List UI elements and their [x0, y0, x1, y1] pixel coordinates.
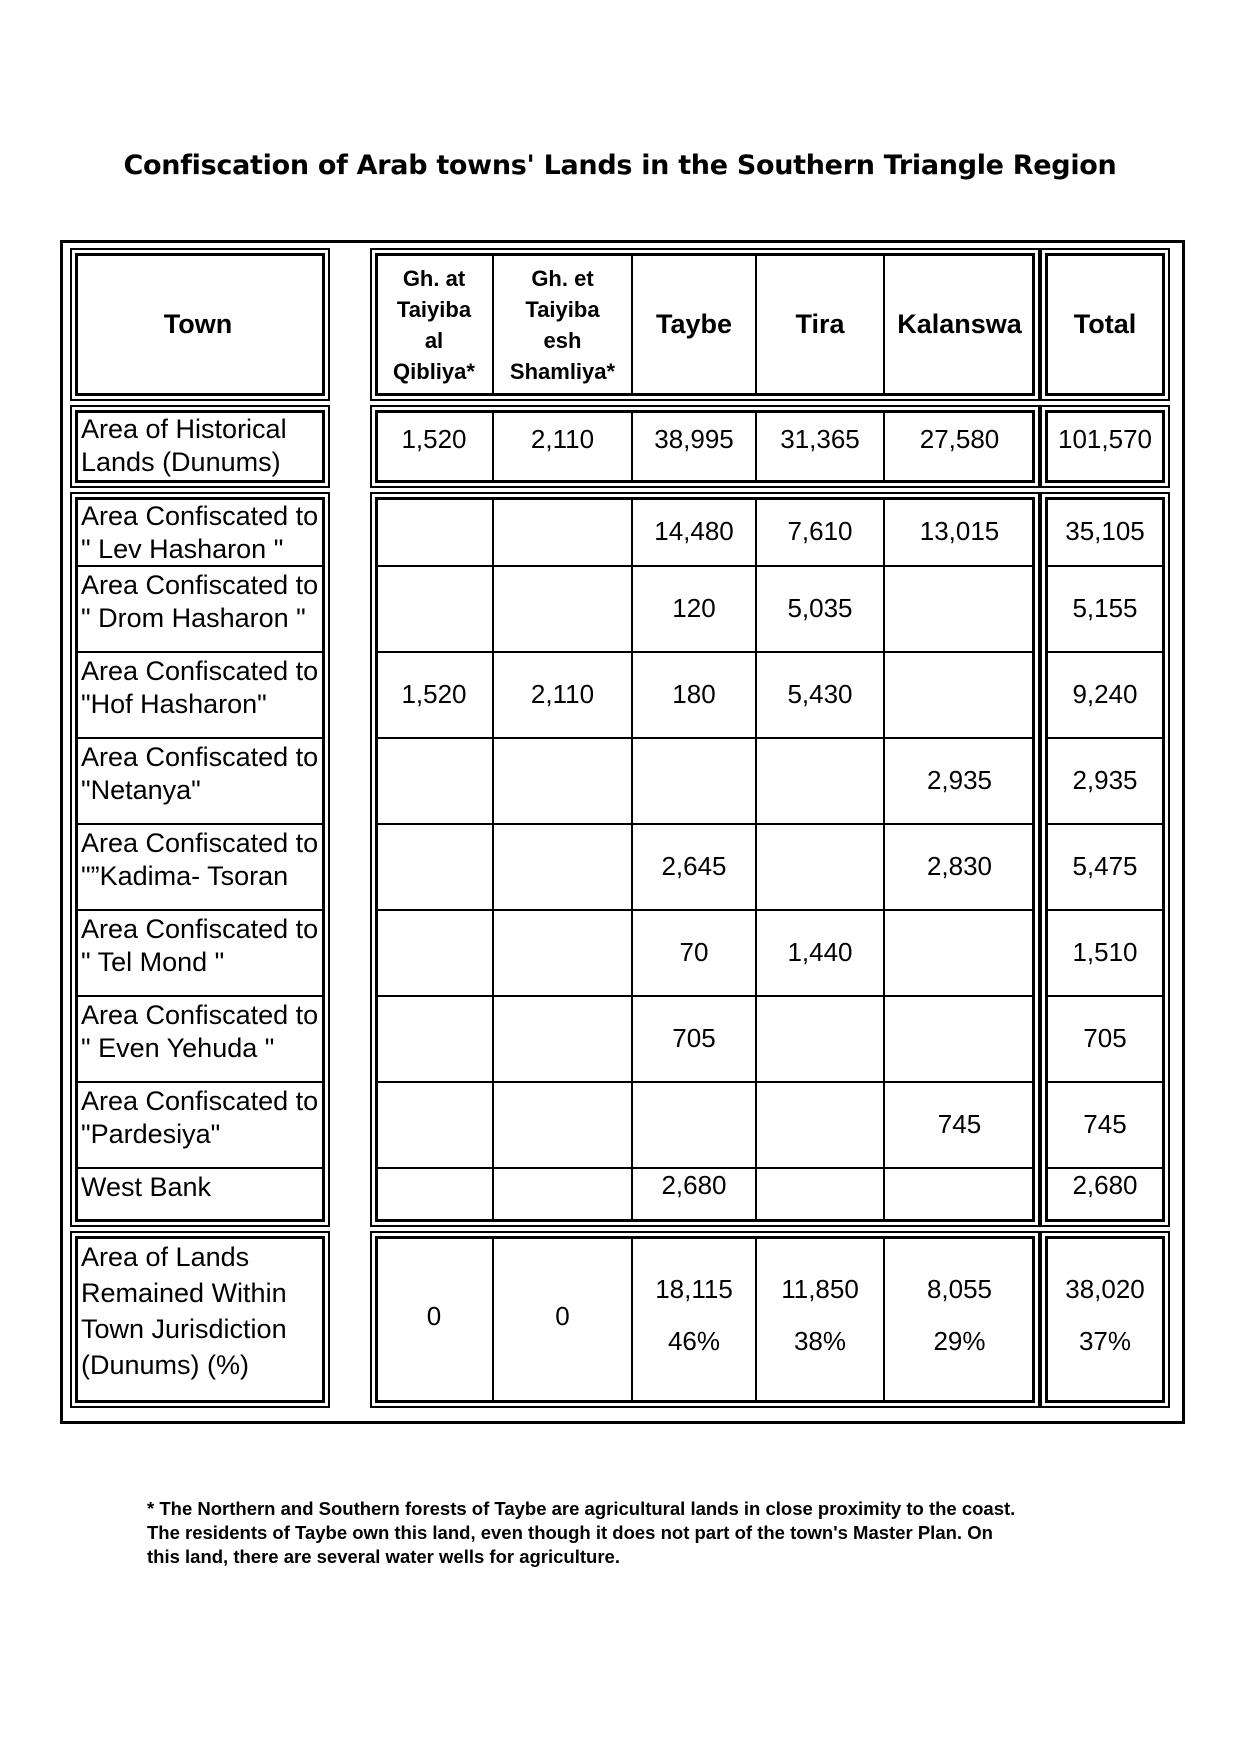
historical-row-total: 101,570: [1058, 424, 1152, 454]
confiscated-row-value: 180: [672, 679, 716, 709]
confiscated-row-value: [756, 1109, 884, 1141]
confiscated-row-value: [375, 593, 493, 625]
confiscated-row-label-line: "Netanya": [81, 775, 201, 805]
confiscated-row-value: 13,015: [919, 516, 1000, 546]
historical-row-value: 31,365: [780, 424, 860, 454]
confiscated-row-value: [756, 1023, 884, 1055]
confiscated-row-value: [632, 1109, 756, 1141]
historical-row-label-line: Area of Historical: [81, 414, 287, 444]
header-gh-qibliya-line: Taiyiba: [396, 296, 472, 322]
row-separator: [75, 909, 325, 911]
confiscated-row-value: [632, 765, 756, 797]
header-kalanswa: [884, 253, 1035, 396]
remained-percent: 46%: [667, 1326, 721, 1356]
row-separator: [375, 909, 1035, 911]
column-separator: [755, 1236, 757, 1403]
confiscated-row-value: [884, 679, 1035, 711]
confiscated-row-value: 7,610: [787, 516, 853, 546]
confiscated-row-value: 1,520: [401, 679, 467, 709]
confiscated-row-label-line: "Hof Hasharon": [81, 689, 267, 719]
confiscated-row-label: [77, 1085, 319, 1167]
confiscated-row-label-line: " Lev Hasharon ": [81, 534, 284, 564]
footnote-line: * The Northern and Southern forests of Taybe are agricultural lands in close proximity to the coast.: [147, 1498, 1016, 1519]
header-gh-qibliya: [375, 253, 493, 396]
confiscated-row-value: [493, 851, 632, 883]
footnote-line: this land, there are several water wells for agriculture.: [147, 1546, 620, 1567]
confiscated-row-total: 35,105: [1065, 516, 1145, 546]
header-town-text: Town: [163, 309, 233, 339]
row-separator: [1045, 995, 1165, 997]
header-gh-qibliya-line: al: [424, 327, 444, 353]
remained-amount: 0: [426, 1301, 442, 1331]
remained-row-label-line: Town Jurisdiction: [81, 1314, 287, 1344]
remained-amount: 18,115: [655, 1274, 733, 1304]
confiscated-row-label-line: "”Kadima- Tsoran: [81, 861, 289, 891]
confiscated-row-value: 2,645: [661, 851, 727, 881]
remained-amount: 11,850: [781, 1274, 859, 1304]
document-title: Confiscation of Arab towns' Lands in the Southern Triangle Region: [123, 150, 1117, 181]
confiscated-row-value: 2,680: [661, 1170, 727, 1200]
remained-row-label-line: Remained Within: [81, 1278, 287, 1308]
confiscated-row-value: [884, 937, 1035, 969]
footnote-line: The residents of Taybe own this land, even though it does not part of the town's Master Plan. On: [147, 1522, 993, 1543]
confiscated-row-label-line: Area Confiscated to: [81, 570, 319, 600]
header-gh-shamliya-line: Gh. et: [531, 265, 594, 291]
confiscated-row-value: [493, 516, 632, 548]
confiscated-row-value: [756, 765, 884, 797]
confiscated-row-value: [375, 1109, 493, 1141]
confiscated-row-value: [884, 1023, 1035, 1055]
confiscated-row-value: [375, 1170, 493, 1202]
remained-row-label-line: Area of Lands: [81, 1242, 250, 1272]
historical-row-value: 38,995: [654, 424, 734, 454]
confiscated-row-label-line: Area Confiscated to: [81, 828, 319, 858]
historical-row-value: 2,110: [530, 424, 595, 454]
row-separator: [1045, 1081, 1165, 1083]
confiscated-row-value: 705: [672, 1023, 716, 1053]
row-separator: [375, 651, 1035, 653]
confiscated-row-total: 9,240: [1072, 679, 1138, 709]
confiscated-row-value: 2,110: [530, 679, 595, 709]
footnote: [147, 1497, 1107, 1569]
header-kalanswa-text: Kalanswa: [897, 309, 1022, 339]
confiscated-row-label-line: " Tel Mond ": [81, 947, 225, 977]
row-separator: [75, 995, 325, 997]
row-separator: [75, 1167, 325, 1169]
confiscated-row-label-line: Area Confiscated to: [81, 914, 319, 944]
confiscated-row-total: 2,680: [1072, 1170, 1138, 1200]
confiscated-row-total: 5,475: [1072, 851, 1138, 881]
confiscated-row-label: [77, 741, 319, 823]
row-separator: [75, 651, 325, 653]
confiscated-row-label-line: Area Confiscated to: [81, 501, 319, 531]
confiscated-row-label: [77, 655, 319, 737]
row-separator: [375, 1167, 1035, 1169]
confiscated-row-value: [493, 765, 632, 797]
header-gh-shamliya-line: esh: [543, 327, 582, 353]
confiscated-row-label: [77, 827, 319, 909]
confiscated-row-label-line: Area Confiscated to: [81, 742, 319, 772]
confiscated-row-value: [884, 1170, 1035, 1202]
confiscated-row-value: 745: [937, 1109, 982, 1139]
remained-total-percent: 37%: [1078, 1326, 1132, 1356]
header-gh-shamliya: [493, 253, 632, 396]
confiscated-row-label: [77, 999, 319, 1081]
confiscated-row-total: 5,155: [1072, 593, 1138, 623]
confiscated-row-label-line: " Even Yehuda ": [81, 1033, 275, 1063]
header-gh-shamliya-line: Taiyiba: [525, 296, 600, 322]
remained-total-amount: 38,020: [1065, 1274, 1145, 1304]
remained-amount: 0: [555, 1301, 570, 1331]
row-separator: [75, 1081, 325, 1083]
confiscated-row-label-line: Area Confiscated to: [81, 1086, 319, 1116]
confiscated-row-label: [77, 500, 319, 565]
header-taybe-text: Taybe: [655, 309, 733, 339]
confiscated-row-value: [375, 937, 493, 969]
header-town: [75, 253, 321, 396]
historical-row-label: [77, 413, 319, 482]
header-gh-qibliya-line: Qibliya*: [393, 358, 475, 384]
confiscated-row-value: [493, 1170, 632, 1202]
confiscated-row-value: [884, 593, 1035, 625]
column-separator: [883, 1236, 885, 1403]
row-separator: [75, 823, 325, 825]
confiscated-row-label: [77, 1171, 319, 1221]
confiscated-row-label-line: "Pardesiya": [81, 1119, 221, 1149]
confiscated-row-value: [756, 851, 884, 883]
confiscated-row-value: [493, 1023, 632, 1055]
historical-row-value: 1,520: [401, 424, 467, 454]
confiscated-row-value: [493, 593, 632, 625]
confiscated-row-value: 5,035: [787, 593, 853, 623]
confiscated-row-value: [756, 1170, 884, 1202]
remained-total-box: [1045, 1236, 1165, 1403]
row-separator: [1045, 737, 1165, 739]
confiscated-row-total: 705: [1083, 1023, 1127, 1053]
confiscated-row-value: [375, 516, 493, 548]
confiscated-row-value: 2,830: [926, 851, 993, 881]
row-separator: [1045, 909, 1165, 911]
confiscated-row-total: 2,935: [1072, 765, 1138, 795]
confiscated-row-value: [375, 1023, 493, 1055]
row-separator: [1045, 565, 1165, 567]
row-separator: [1045, 651, 1165, 653]
row-separator: [375, 823, 1035, 825]
confiscated-row-value: 70: [679, 937, 709, 967]
confiscated-row-value: 2,935: [926, 765, 993, 795]
confiscated-row-label: [77, 913, 319, 995]
remained-percent: 38%: [793, 1326, 847, 1356]
header-taybe: [632, 253, 756, 396]
confiscated-row-label: [77, 569, 319, 651]
header-total: [1045, 253, 1165, 396]
historical-row-value: 27,580: [919, 424, 1000, 454]
confiscated-row-value: [493, 937, 632, 969]
remained-row-label-line: (Dunums) (%): [81, 1350, 250, 1380]
confiscated-row-value: 1,440: [787, 937, 853, 967]
historical-row-label-line: Lands (Dunums): [81, 447, 281, 477]
row-separator: [75, 737, 325, 739]
confiscated-row-value: 5,430: [787, 679, 853, 709]
row-separator: [1045, 823, 1165, 825]
confiscated-row-value: 14,480: [654, 516, 734, 546]
confiscated-row-label-line: Area Confiscated to: [81, 656, 319, 686]
confiscated-row-value: 120: [672, 593, 716, 623]
confiscated-row-total: 745: [1083, 1109, 1127, 1139]
row-separator: [375, 995, 1035, 997]
remained-percent: 29%: [933, 1326, 986, 1356]
row-separator: [375, 565, 1035, 567]
confiscated-row-label-line: " Drom Hasharon ": [81, 603, 306, 633]
confiscated-row-label-line: Area Confiscated to: [81, 1000, 319, 1030]
confiscated-row-label-line: West Bank: [81, 1172, 212, 1202]
header-total-text: Total: [1073, 309, 1137, 339]
confiscated-row-value: [493, 1109, 632, 1141]
remained-row-label: [77, 1239, 319, 1402]
remained-amount: 8,055: [926, 1274, 993, 1304]
row-separator: [375, 1081, 1035, 1083]
header-gh-shamliya-line: Shamliya*: [509, 358, 616, 384]
row-separator: [1045, 1167, 1165, 1169]
header-gh-qibliya-line: Gh. at: [402, 265, 466, 291]
header-tira: [756, 253, 884, 396]
header-tira-text: Tira: [795, 309, 845, 339]
confiscated-row-total: 1,510: [1072, 937, 1138, 967]
confiscated-row-value: [375, 851, 493, 883]
confiscated-row-value: [375, 765, 493, 797]
row-separator: [375, 737, 1035, 739]
